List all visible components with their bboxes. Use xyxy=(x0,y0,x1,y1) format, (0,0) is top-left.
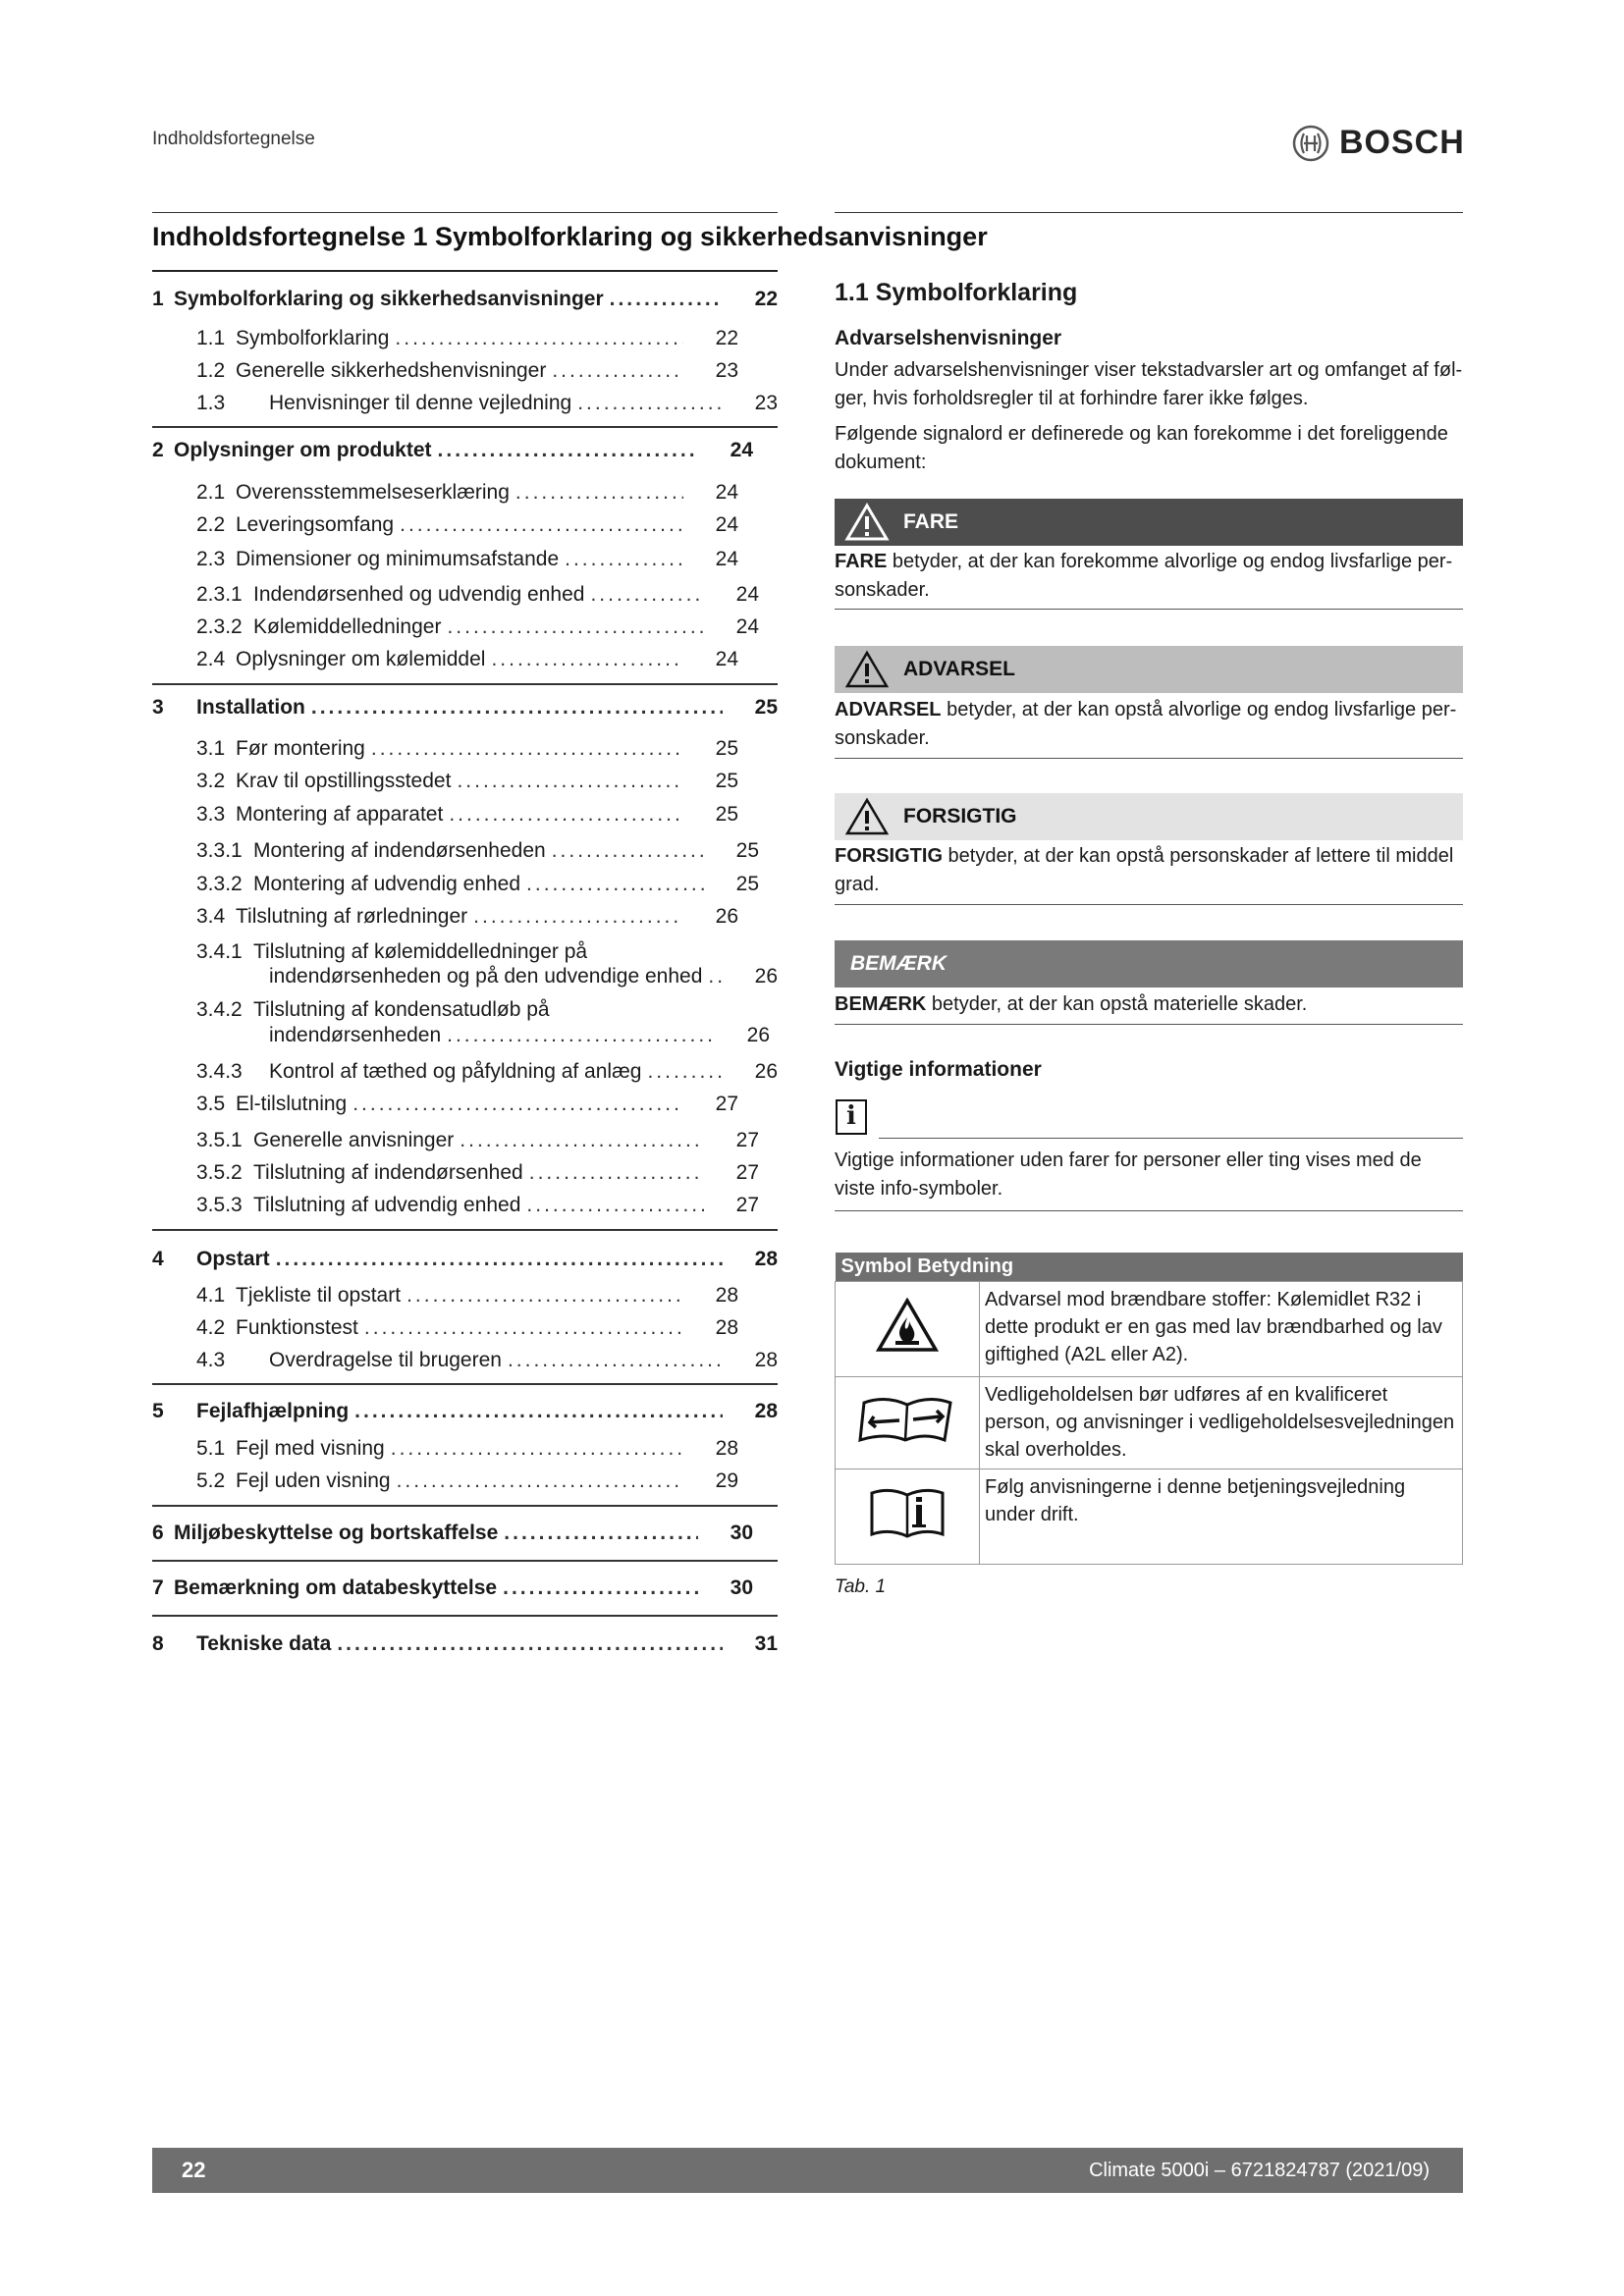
table-header: Symbol Betydning xyxy=(836,1253,1463,1282)
warnings-heading: Advarselshenvisninger xyxy=(835,327,1062,349)
divider xyxy=(835,904,1463,905)
table-cell-icon xyxy=(836,1469,980,1565)
toc-entry[interactable]: 5.2 Fejl uden visning ..... 29 xyxy=(196,1469,738,1493)
toc-divider xyxy=(152,426,778,428)
symbol-table xyxy=(835,1253,1463,1565)
table-caption: Tab. 1 xyxy=(835,1576,887,1597)
warning-triangle-icon xyxy=(844,650,890,689)
toc-entry[interactable]: 3.2 Krav til opstillingsstedet ..... 25 xyxy=(196,770,738,793)
danger-label: FARE xyxy=(903,510,959,533)
toc-entry[interactable]: 5.1 Fejl med visning ..... 28 xyxy=(196,1437,738,1461)
toc-entry[interactable]: 2.3.1 Indendørsenhed og udvendig enhed ..... 24 xyxy=(196,583,759,607)
table-row xyxy=(836,1377,1463,1469)
danger-banner xyxy=(835,499,1463,546)
header-rule-left xyxy=(152,212,778,213)
toc-entry[interactable]: 6 Miljøbeskyttelse og bortskaffelse ..... 30 xyxy=(152,1522,753,1545)
toc-entry[interactable]: 3.5.1 Generelle anvisninger ..... 27 xyxy=(196,1129,759,1152)
toc-entry[interactable]: 2.1 Overensstemmelseserklæring ..... 24 xyxy=(196,481,738,505)
page-footer xyxy=(152,2148,1463,2193)
toc-entry[interactable]: 3.4.3 Kontrol af tæthed og påfyldning af anlæg ..... 26 xyxy=(196,1060,778,1084)
signal-words-intro: Følgende signalord er definerede og kan forekomme i det foreliggende dokument: xyxy=(835,423,1448,473)
divider xyxy=(835,758,1463,759)
table-cell-text: Følg anvisningerne i denne betjeningsvejledning under drift. xyxy=(980,1469,1463,1565)
toc-entry[interactable]: 1.2 Generelle sikkerhedshenvisninger ..... 23 xyxy=(196,359,738,383)
caution-label: FORSIGTIG xyxy=(903,805,1017,828)
toc-entry[interactable]: 3.5.2 Tilslutning af indendørsenhed ..... 27 xyxy=(196,1161,759,1185)
page-title: Indholdsfortegnelse 1 Symbolforklaring og sikkerhedsanvisninger xyxy=(152,222,988,251)
toc-entry[interactable]: 4.1 Tjekliste til opstart ..... 28 xyxy=(196,1284,738,1308)
toc-entry[interactable]: 2.3.2 Kølemiddelledninger ..... 24 xyxy=(196,615,759,639)
toc-divider xyxy=(152,1615,778,1617)
flammable-warning-icon xyxy=(876,1298,939,1353)
toc-entry[interactable]: 4.3 Overdragelse til brugeren ..... 28 xyxy=(196,1349,778,1372)
table-cell-icon xyxy=(836,1377,980,1469)
table-header-row xyxy=(836,1253,1463,1282)
table-cell-text: Vedligeholdelsen bør udføres af en kvalificeret person, og anvisninger i vedligeholdelsesvejledningen skal overholdes. xyxy=(980,1377,1463,1469)
toc-entry[interactable]: 8 Tekniske data ..... 31 xyxy=(152,1632,778,1656)
toc-divider xyxy=(152,1229,778,1231)
divider xyxy=(835,1024,1463,1025)
toc-entry[interactable]: 2.3 Dimensioner og minimumsafstande ..... 24 xyxy=(196,548,738,571)
service-manual-icon xyxy=(856,1393,958,1446)
title-rule xyxy=(152,270,778,272)
operating-manual-icon xyxy=(868,1485,947,1540)
toc-entry[interactable]: 4 Opstart ..... 28 xyxy=(152,1248,778,1271)
toc-entry[interactable]: 2.4 Oplysninger om kølemiddel ..... 24 xyxy=(196,648,738,671)
divider xyxy=(835,1210,1463,1211)
warning-triangle-icon xyxy=(844,797,890,836)
toc-divider xyxy=(152,1505,778,1507)
important-info-heading: Vigtige informationer xyxy=(835,1058,1042,1081)
document-info: Climate 5000i – 6721824787 (2021/09) xyxy=(1089,2159,1430,2181)
divider xyxy=(835,609,1463,610)
caution-description: FORSIGTIG betyder, at der kan opstå personskader af lettere til middel grad. xyxy=(835,845,1454,895)
toc-entry[interactable]: 3.3.2 Montering af udvendig enhed ..... 25 xyxy=(196,873,759,896)
info-icon: i xyxy=(836,1099,867,1135)
toc-entry[interactable]: 1 Symbolforklaring og sikkerhedsanvisninger ..... 22 xyxy=(152,288,778,311)
notice-label: BEMÆRK xyxy=(850,952,947,975)
notice-description: BEMÆRK betyder, at der kan opstå materielle skader. xyxy=(835,993,1308,1015)
header-rule-right xyxy=(835,212,1463,213)
toc-entry[interactable]: 1.3 Henvisninger til denne vejledning ..... 23 xyxy=(196,392,778,415)
toc-divider xyxy=(152,1560,778,1562)
bosch-logo xyxy=(1292,124,1465,162)
warning-triangle-icon xyxy=(844,503,890,542)
important-info-text: Vigtige informationer uden farer for personer eller ting vises med de viste info-symboler. xyxy=(835,1149,1422,1200)
toc-entry[interactable]: 2.2 Leveringsomfang ..... 24 xyxy=(196,513,738,537)
toc-entry[interactable]: 3.5.3 Tilslutning af udvendig enhed ..... 27 xyxy=(196,1194,759,1217)
danger-description: FARE betyder, at der kan forekomme alvorlige og endog livsfarlige per-sonskader. xyxy=(835,551,1453,601)
table-cell-text: Advarsel mod brændbare stoffer: Kølemidlet R32 i dette produkt er en gas med lav brændbarhed og lav giftighed (A2L eller A2). xyxy=(980,1282,1463,1377)
caution-banner xyxy=(835,793,1463,840)
section-heading: 1.1 Symbolforklaring xyxy=(835,279,1078,306)
toc-entry[interactable]: 3.3.1 Montering af indendørsenheden ..... 25 xyxy=(196,839,759,863)
notice-banner xyxy=(835,940,1463,988)
toc-entry[interactable]: 3.4 Tilslutning af rørledninger ..... 26 xyxy=(196,905,738,929)
toc-entry[interactable]: 3 Installation ..... 25 xyxy=(152,696,778,720)
toc-entry[interactable]: 3.5 El-tilslutning ..... 27 xyxy=(196,1093,738,1116)
info-line xyxy=(879,1138,1463,1139)
toc-entry[interactable]: 3.1 Før montering ..... 25 xyxy=(196,737,738,761)
running-header: Indholdsfortegnelse xyxy=(152,129,315,149)
toc-entry[interactable]: 3.3 Montering af apparatet ..... 25 xyxy=(196,803,738,827)
warning-description: ADVARSEL betyder, at der kan opstå alvorlige og endog livsfarlige per-sonskader. xyxy=(835,699,1457,749)
table-cell-icon xyxy=(836,1282,980,1377)
table-row xyxy=(836,1469,1463,1565)
warning-banner xyxy=(835,646,1463,693)
table-row xyxy=(836,1282,1463,1377)
toc-entry[interactable]: 2 Oplysninger om produktet ..... 24 xyxy=(152,439,753,462)
toc-divider xyxy=(152,1383,778,1385)
toc-entry[interactable]: 4.2 Funktionstest ..... 28 xyxy=(196,1316,738,1340)
toc-divider xyxy=(152,683,778,685)
toc-entry[interactable]: 1.1 Symbolforklaring ..... 22 xyxy=(196,327,738,350)
brand-name: BOSCH xyxy=(1339,124,1465,161)
toc-entry[interactable]: 7 Bemærkning om databeskyttelse ..... 30 xyxy=(152,1576,753,1600)
page-number: 22 xyxy=(182,2158,206,2182)
bosch-armature-icon xyxy=(1292,125,1329,162)
warnings-intro: Under advarselshenvisninger viser tekstadvarsler art og omfanget af føl-ger, hvis forholdsregler til at forhindre farer ikke følges. xyxy=(835,359,1463,409)
warning-label: ADVARSEL xyxy=(903,658,1015,680)
toc-entry[interactable]: 5 Fejlafhjælpning ..... 28 xyxy=(152,1400,778,1423)
